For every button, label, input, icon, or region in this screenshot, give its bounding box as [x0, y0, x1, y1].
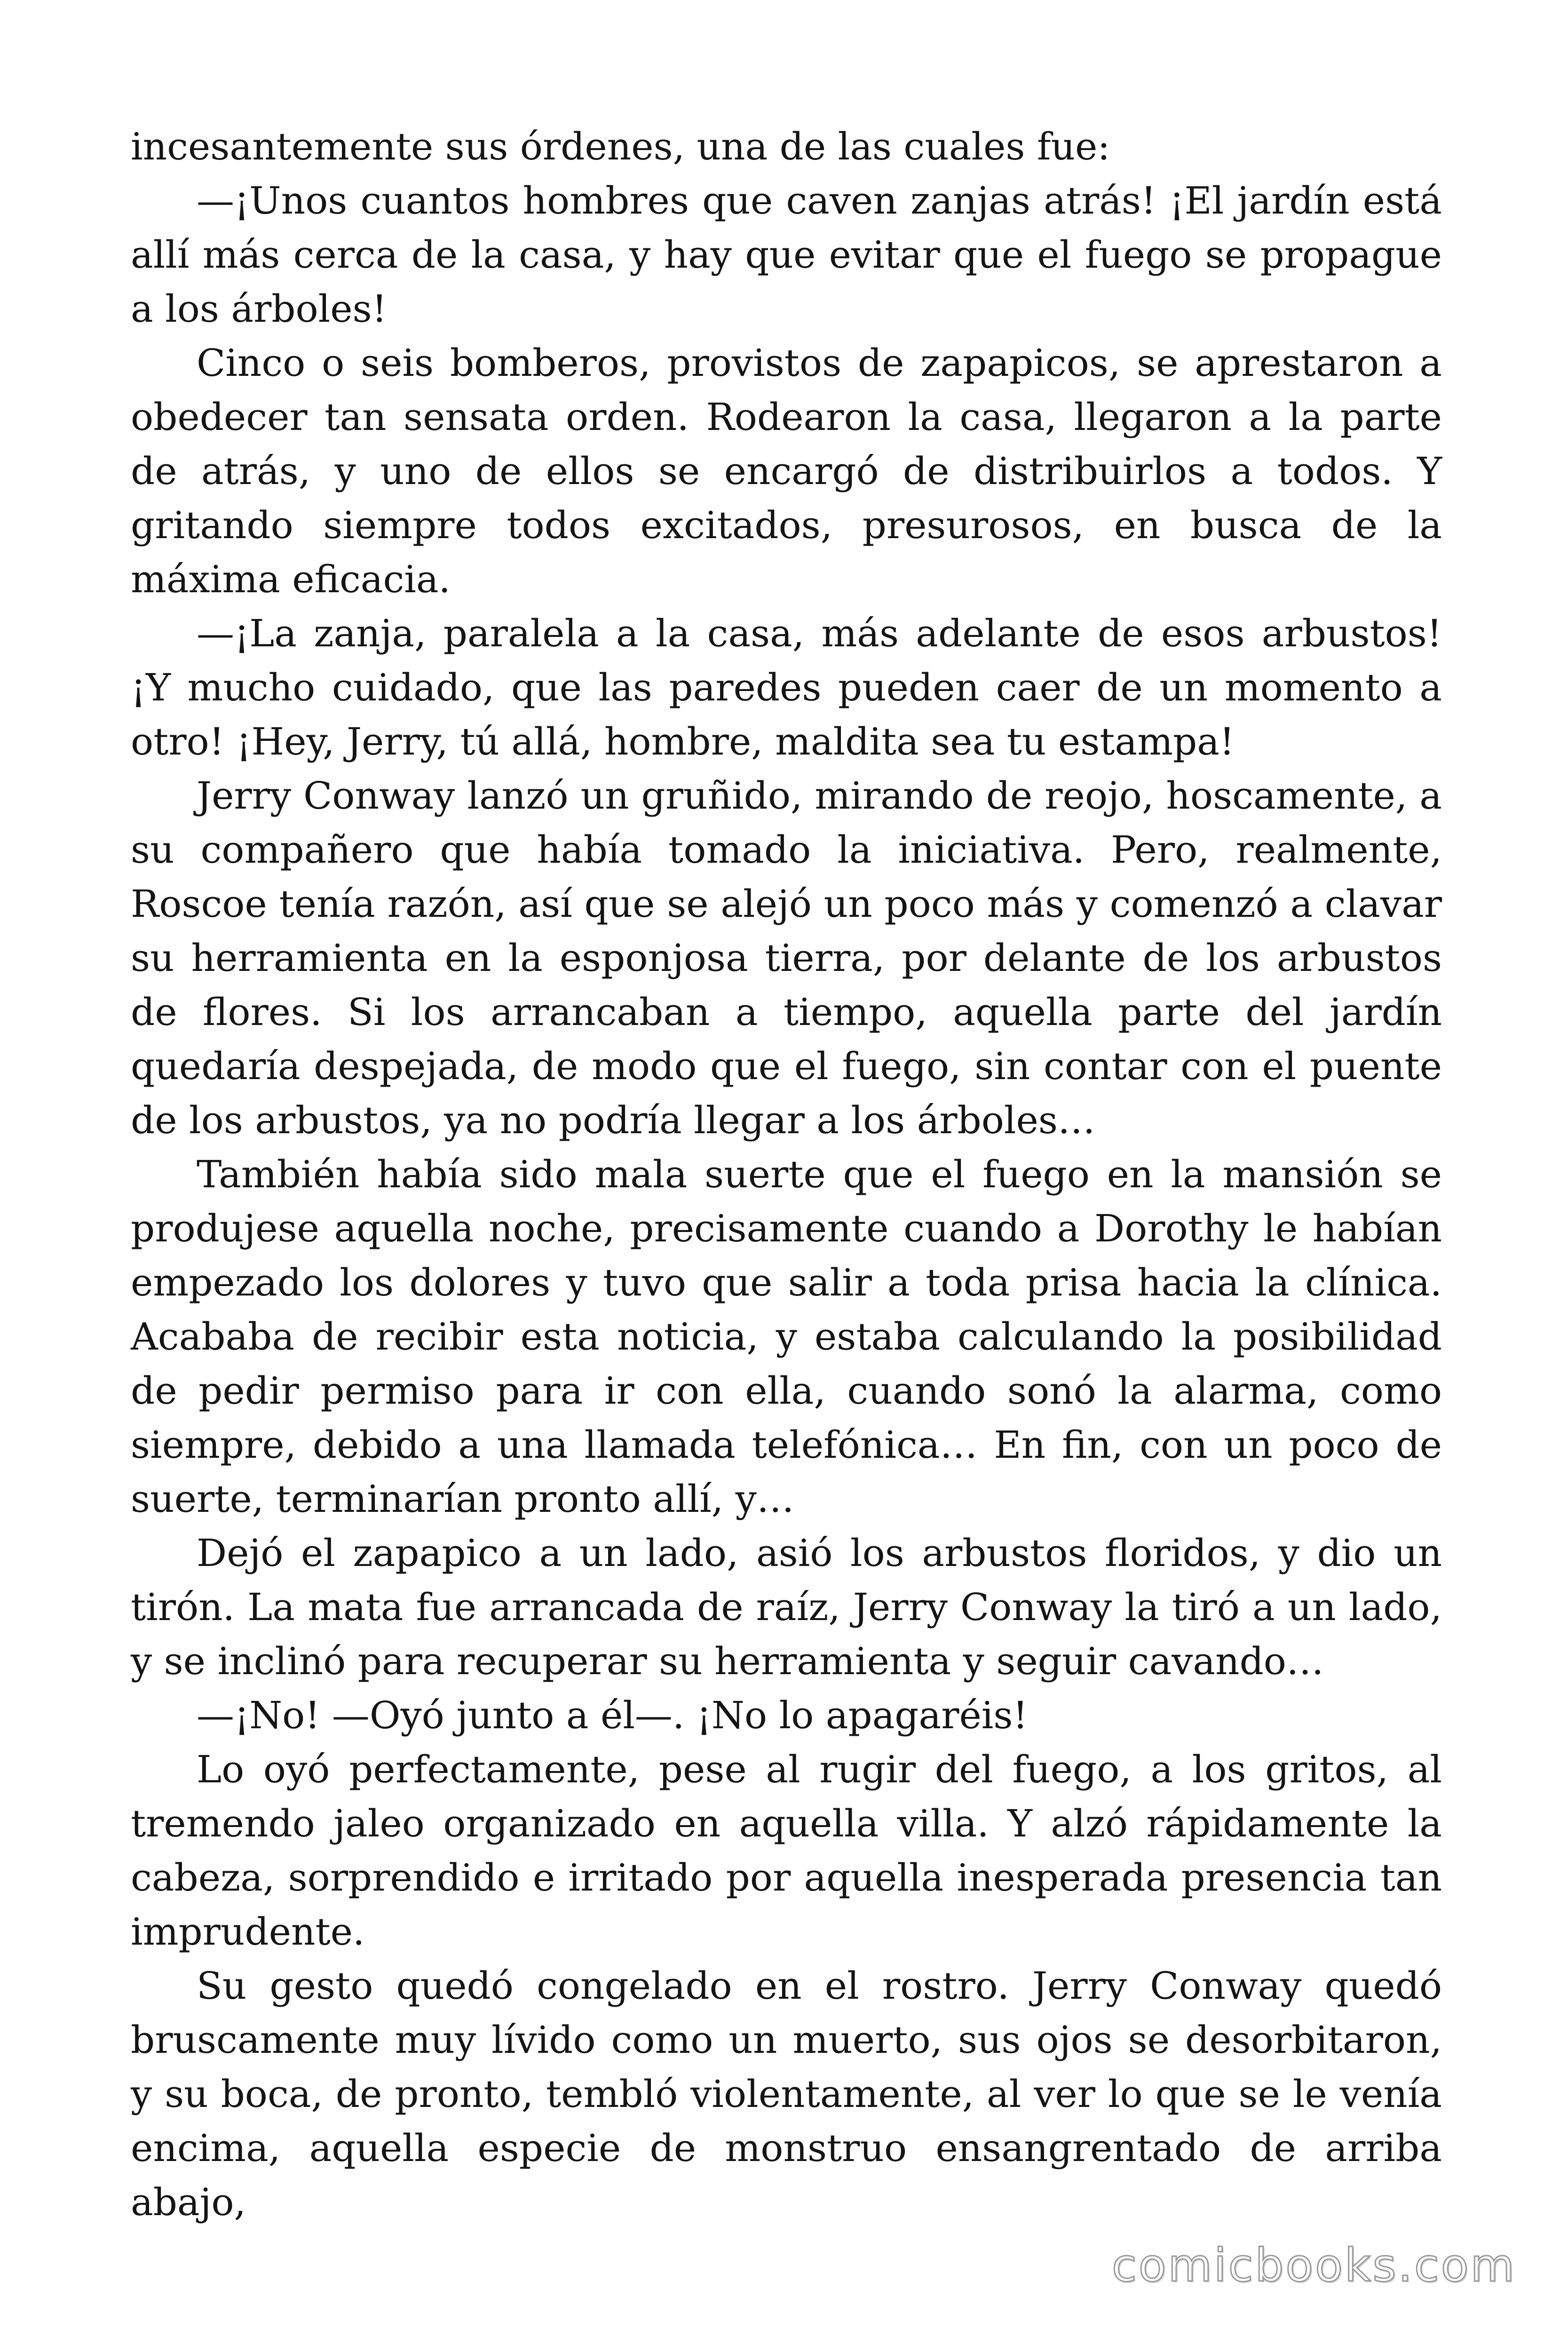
paragraph-dorothy: También había sido mala suerte que el fuego en la mansión se produjese aquella noche, precisamente cuando a Dorothy le habían empezado los dolores y tuvo que salir a toda prisa hacia la clínica. Acababa de recibir esta noticia, y estaba calculando la posibilidad de pedir permiso para ir con ella, cuando sonó la alarma, como siempre, debido a una llamada telefónica… En fin, con un poco de suerte, terminarían pronto allí, y…: [131, 1152, 1442, 1521]
site-watermark: comicbooks.com: [1111, 2239, 1516, 2292]
paragraph-bomberos: Cinco o seis bomberos, provistos de zapapicos, se aprestaron a obedecer tan sensata orden. Rodearon la casa, llegaron a la parte de atrás, y uno de ellos se encargó de distribuirlos a todos. Y gritando siempre todos excitados, presurosos, en busca de la máxima eficacia.: [131, 341, 1442, 601]
paragraph-dialogue-zanja-paralela: —¡La zanja, paralela a la casa, más adelante de esos arbustos! ¡Y mucho cuidado, que las paredes pueden caer de un momento a otro! ¡Hey, Jerry, tú allá, hombre, maldita sea tu estampa!: [131, 612, 1442, 763]
paragraph-zapapico: Dejó el zapapico a un lado, asió los arbustos floridos, y dio un tirón. La mata fue arrancada de raíz, Jerry Conway la tiró a un lado, y se inclinó para recuperar su herramienta y seguir cavando…: [131, 1531, 1442, 1683]
paragraph-dialogue-zanjas: —¡Unos cuantos hombres que caven zanjas atrás! ¡El jardín está allí más cerca de la casa, y hay que evitar que el fuego se propague a los árboles!: [131, 179, 1442, 331]
body-text: [131, 119, 1442, 2229]
paragraph-continuation: incesantemente sus órdenes, una de las cuales fue:: [131, 125, 1110, 168]
paragraph-dialogue-no: —¡No! —Oyó junto a él—. ¡No lo apagaréis!: [197, 1693, 1028, 1737]
paragraph-su-gesto: Su gesto quedó congelado en el rostro. Jerry Conway quedó bruscamente muy lívido como un muerto, sus ojos se desorbitaron, y su boca, de pronto, tembló violentamente, al ver lo que se le venía encima, aquella especie de monstruo ensangrentado de arriba abajo,: [131, 1964, 1442, 2224]
paragraph-lo-oyo: Lo oyó perfectamente, pese al rugir del fuego, a los gritos, al tremendo jaleo organizado en aquella villa. Y alzó rápidamente la cabeza, sorprendido e irritado por aquella inesperada presencia tan imprudente.: [131, 1748, 1442, 1954]
paragraph-jerry-conway: Jerry Conway lanzó un gruñido, mirando de reojo, hoscamente, a su compañero que había tomado la iniciativa. Pero, realmente, Roscoe tenía razón, así que se alejó un poco más y comenzó a clavar su herramienta en la esponjosa tierra, por delante de los arbustos de flores. Si los arrancaban a tiempo, aquella parte del jardín quedaría despejada, de modo que el fuego, sin contar con el puente de los arbustos, ya no podría llegar a los árboles…: [131, 774, 1442, 1142]
